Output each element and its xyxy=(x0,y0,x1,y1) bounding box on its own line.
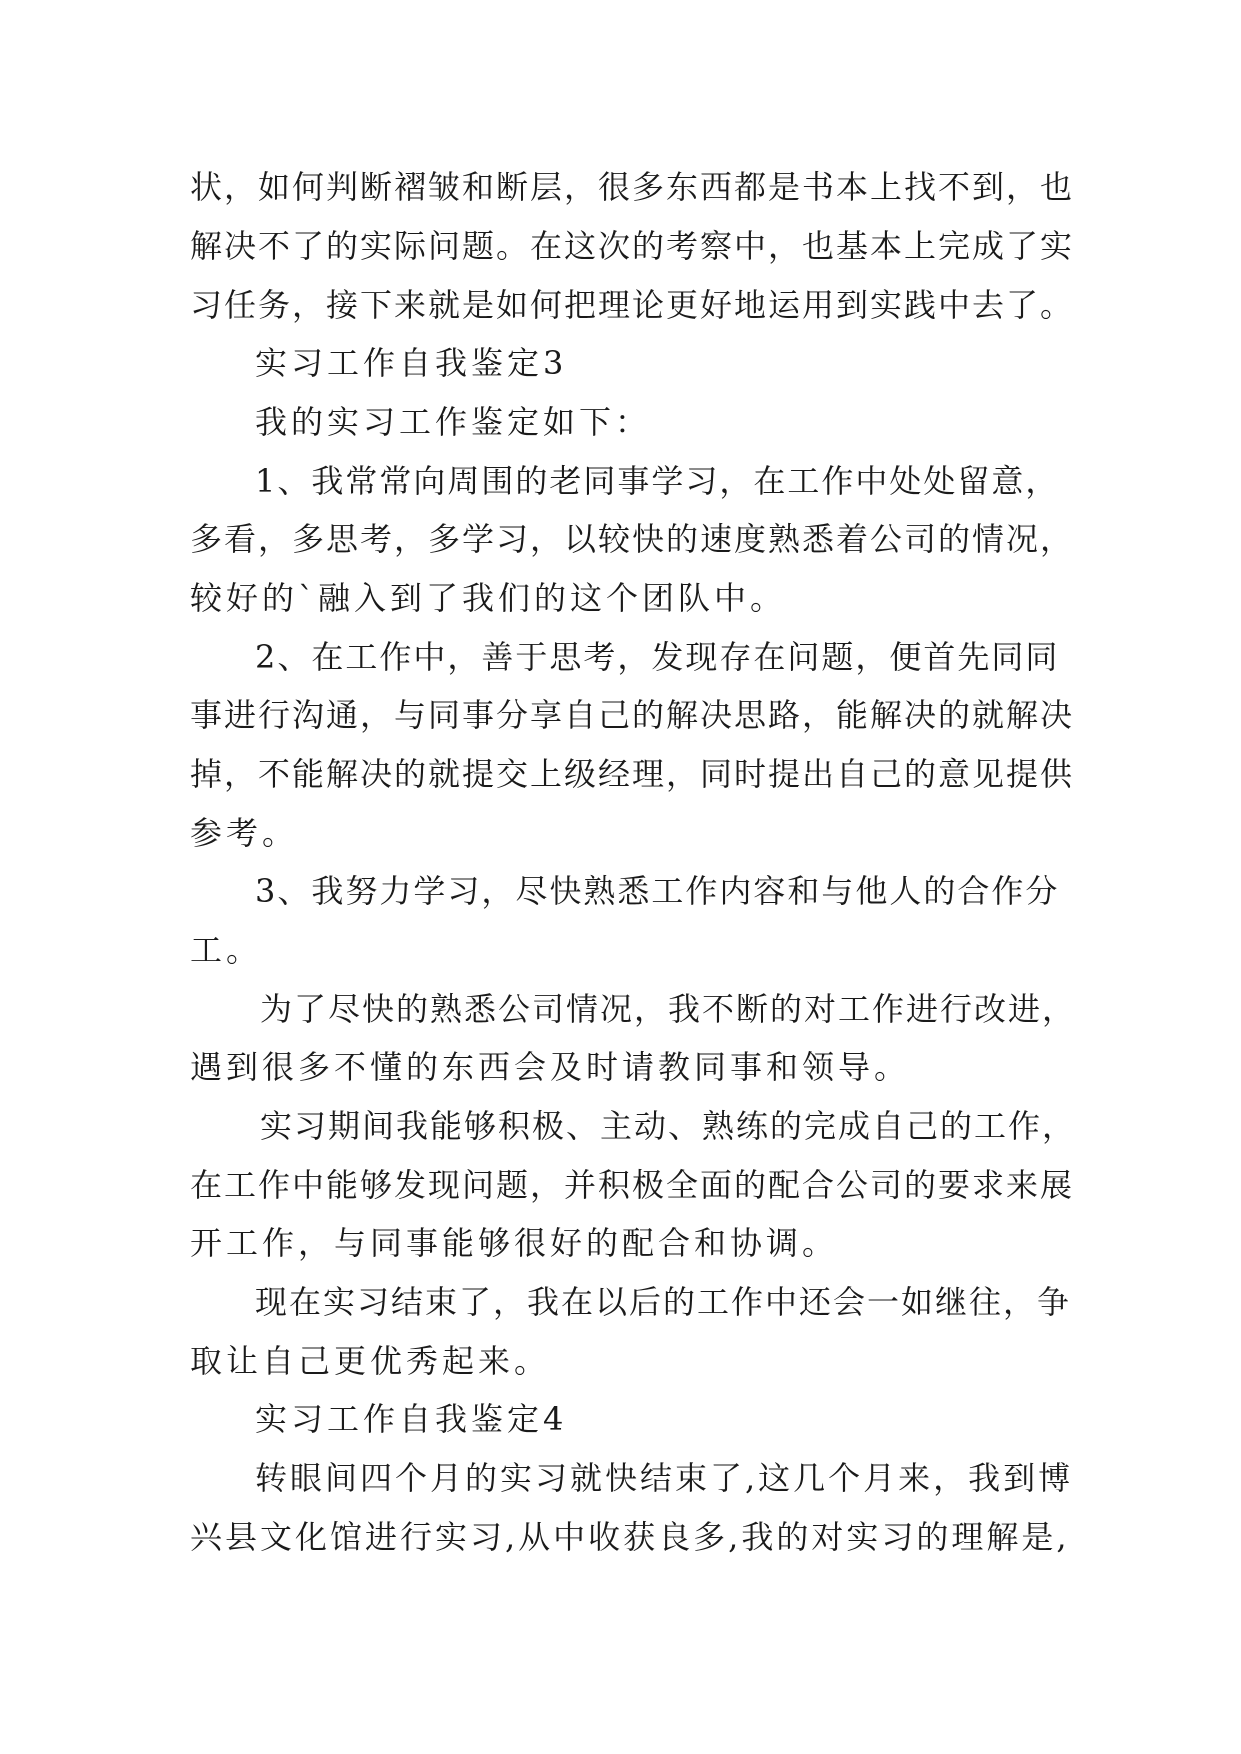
text-line: 现在实习结束了，我在以后的工作中还会一如继往，争 xyxy=(255,1283,1072,1321)
text-line: 习任务，接下来就是如何把理论更好地运用到实践中去了。 xyxy=(190,286,1075,324)
text-line: 3、我努力学习，尽快熟悉工作内容和与他人的合作分 xyxy=(255,872,1060,910)
text-line: 遇到很多不懂的东西会及时请教同事和领导。 xyxy=(190,1048,911,1086)
text-line: 实习期间我能够积极、主动、熟练的完成自己的工作， xyxy=(260,1107,1077,1145)
text-line: 转眼间四个月的实习就快结束了,这几个月来，我到博 xyxy=(255,1459,1074,1497)
text-line: 在工作中能够发现问题，并积极全面的配合公司的要求来展 xyxy=(190,1166,1075,1204)
text-line: 取让自己更优秀起来。 xyxy=(190,1342,551,1380)
text-line: 较好的`融入到了我们的这个团队中。 xyxy=(190,579,787,617)
text-line: 掉，不能解决的就提交上级经理，同时提出自己的意见提供 xyxy=(190,755,1075,793)
text-line: 多看，多思考，多学习，以较快的速度熟悉着公司的情况， xyxy=(190,520,1075,558)
text-line: 解决不了的实际问题。在这次的考察中，也基本上完成了实 xyxy=(190,227,1075,265)
text-line: 为了尽快的熟悉公司情况，我不断的对工作进行改进， xyxy=(260,990,1077,1028)
text-line: 状，如何判断褶皱和断层，很多东西都是书本上找不到，也 xyxy=(190,168,1075,206)
section-heading: 实习工作自我鉴定4 xyxy=(255,1400,568,1438)
text-line: 我的实习工作鉴定如下： xyxy=(255,403,652,441)
text-line: 2、在工作中，善于思考，发现存在问题，便首先同同 xyxy=(255,638,1060,676)
text-line: 1、我常常向周围的老同事学习，在工作中处处留意， xyxy=(255,462,1060,500)
text-line: 开工作，与同事能够很好的配合和协调。 xyxy=(190,1224,839,1262)
text-line: 参考。 xyxy=(190,814,299,852)
text-line: 兴县文化馆进行实习,从中收获良多,我的对实习的理解是, xyxy=(190,1518,1070,1556)
section-heading: 实习工作自我鉴定3 xyxy=(255,344,568,382)
text-line: 事进行沟通，与同事分享自己的解决思路，能解决的就解决 xyxy=(190,696,1075,734)
text-line: 工。 xyxy=(190,931,263,969)
